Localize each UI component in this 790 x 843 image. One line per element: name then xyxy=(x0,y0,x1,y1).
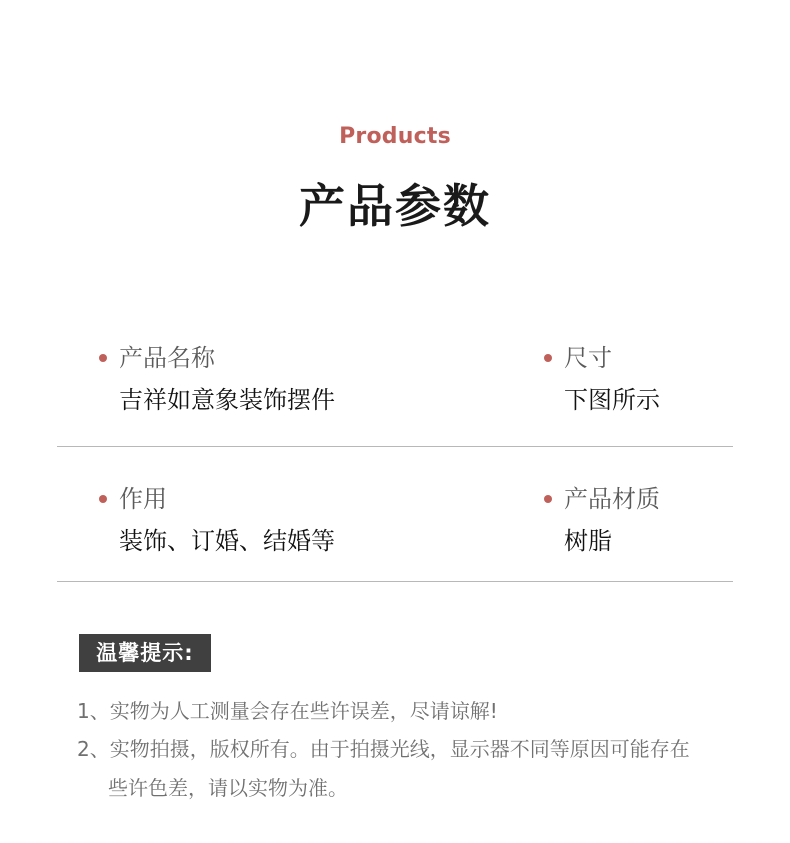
spec-value: 吉祥如意象装饰摆件 xyxy=(119,386,335,414)
spec-value: 装饰、订婚、结婚等 xyxy=(119,527,335,555)
spec-usage xyxy=(99,484,335,556)
spec-label xyxy=(544,484,660,514)
spec-value: 树脂 xyxy=(564,527,612,555)
bullet-dot-icon xyxy=(99,354,107,362)
page-title: 产品参数 xyxy=(299,179,491,233)
spec-product-name xyxy=(99,343,335,415)
tips-badge: 温馨提示: xyxy=(79,634,211,672)
spec-size xyxy=(544,343,660,415)
spec-label xyxy=(99,343,335,373)
spec-label xyxy=(99,484,335,514)
spec-label-text: 作用 xyxy=(119,485,167,513)
bullet-dot-icon xyxy=(99,495,107,503)
products-eyebrow: Products xyxy=(339,124,451,149)
bullet-dot-icon xyxy=(544,354,552,362)
spec-label-text: 产品名称 xyxy=(119,344,215,372)
spec-label-text: 产品材质 xyxy=(564,485,660,513)
divider xyxy=(57,446,733,447)
tip-item: 1、实物为人工测量会存在些许误差，尽请谅解! xyxy=(77,699,498,723)
spec-label-text: 尺寸 xyxy=(564,344,612,372)
spec-value: 下图所示 xyxy=(564,386,660,414)
divider xyxy=(57,581,733,582)
spec-material xyxy=(544,484,660,556)
tip-item-continuation: 些许色差，请以实物为准。 xyxy=(108,776,348,800)
spec-label xyxy=(544,343,660,373)
bullet-dot-icon xyxy=(544,495,552,503)
tip-item: 2、实物拍摄，版权所有。由于拍摄光线，显示器不同等原因可能存在 xyxy=(77,737,690,761)
